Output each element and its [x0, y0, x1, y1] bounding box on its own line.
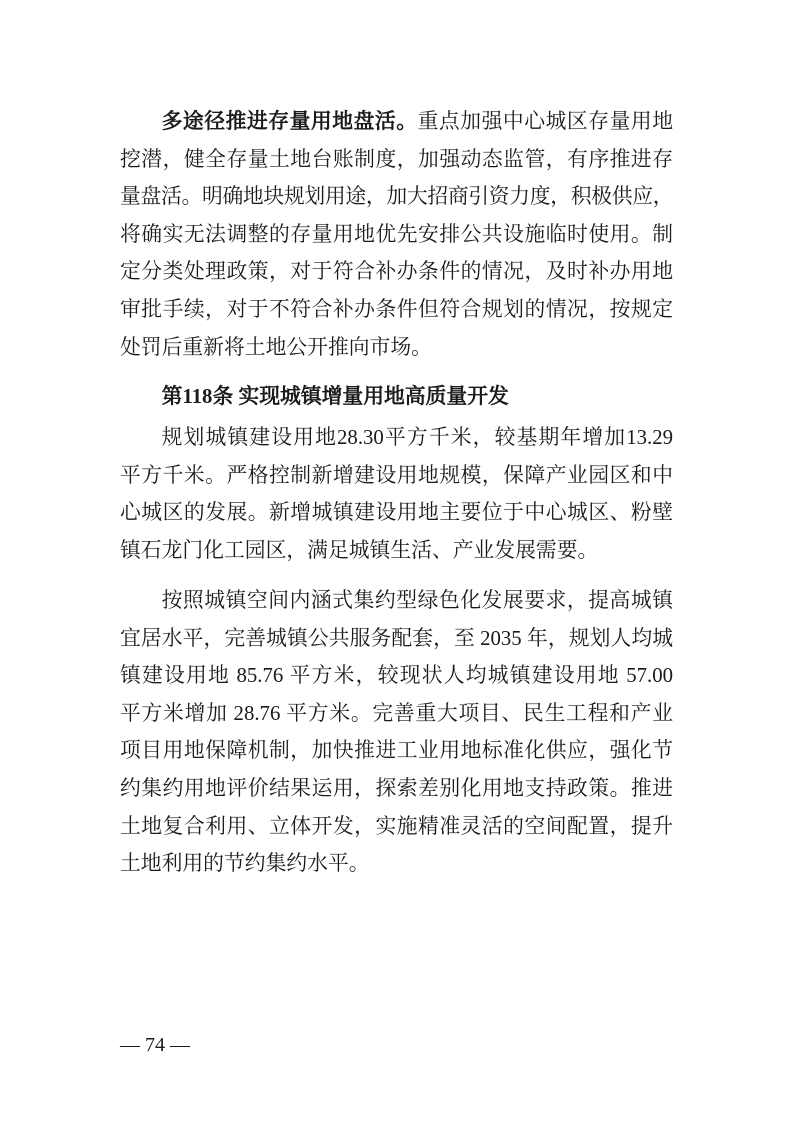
paragraph-line: 镇建设用地 85.76 平方米，较现状人均城镇建设用地 57.00 — [120, 664, 673, 688]
paragraph-line: 审批手续，对于不符合补办条件但符合规划的情况，按规定 — [120, 297, 673, 321]
paragraph-text: 重点加强中心城区存量用地 — [417, 110, 673, 133]
paragraph-line — [120, 103, 673, 141]
paragraph-intensive-development — [120, 582, 673, 883]
paragraph-line: 将确实无法调整的存量用地优先安排公共设施临时使用。制 — [120, 222, 673, 246]
page-number: — 74 — — [120, 1034, 190, 1056]
paragraph-line: 挖潜，健全存量土地台账制度，加强动态监管，有序推进存 — [120, 147, 673, 171]
document-body — [120, 103, 673, 883]
paragraph-line: 土地复合利用、立体开发，实施精准灵活的空间配置，提升 — [120, 814, 673, 838]
paragraph-stock-land-revitalization — [120, 103, 673, 366]
paragraph-line: 镇石龙门化工园区，满足城镇生活、产业发展需要。 — [120, 538, 599, 562]
paragraph-line: 处罚后重新将土地公开推向市场。 — [120, 335, 432, 359]
paragraph-line: 规划城镇建设用地28.30平方千米，较基期年增加13.29 — [161, 426, 673, 450]
paragraph-urban-construction-land — [120, 419, 673, 569]
paragraph-line: 宜居水平，完善城镇公共服务配套，至 2035 年，规划人均城 — [120, 626, 673, 650]
paragraph-line: 约集约用地评价结果运用，探索差别化用地支持政策。推进 — [120, 777, 673, 801]
paragraph-line: 量盘活。明确地块规划用途，加大招商引资力度，积极供应， — [120, 185, 673, 209]
paragraph-lead: 多途径推进存量用地盘活。 — [161, 110, 418, 133]
paragraph-line: 土地利用的节约集约水平。 — [120, 852, 370, 876]
paragraph-line: 平方米增加 28.76 平方米。完善重大项目、民生工程和产业 — [120, 701, 673, 725]
paragraph-line: 项目用地保障机制，加快推进工业用地标准化供应，强化节 — [120, 739, 673, 763]
paragraph-line: 心城区的发展。新增城镇建设用地主要位于中心城区、粉壁 — [120, 501, 673, 525]
article-heading: 第118条 实现城镇增量用地高质量开发 — [161, 385, 509, 409]
paragraph-line: 平方千米。严格控制新增建设用地规模，保障产业园区和中 — [120, 463, 673, 487]
paragraph-line: 定分类处理政策，对于符合补办条件的情况，及时补办用地 — [120, 260, 673, 284]
paragraph-line: 按照城镇空间内涵式集约型绿色化发展要求，提高城镇 — [161, 589, 673, 613]
